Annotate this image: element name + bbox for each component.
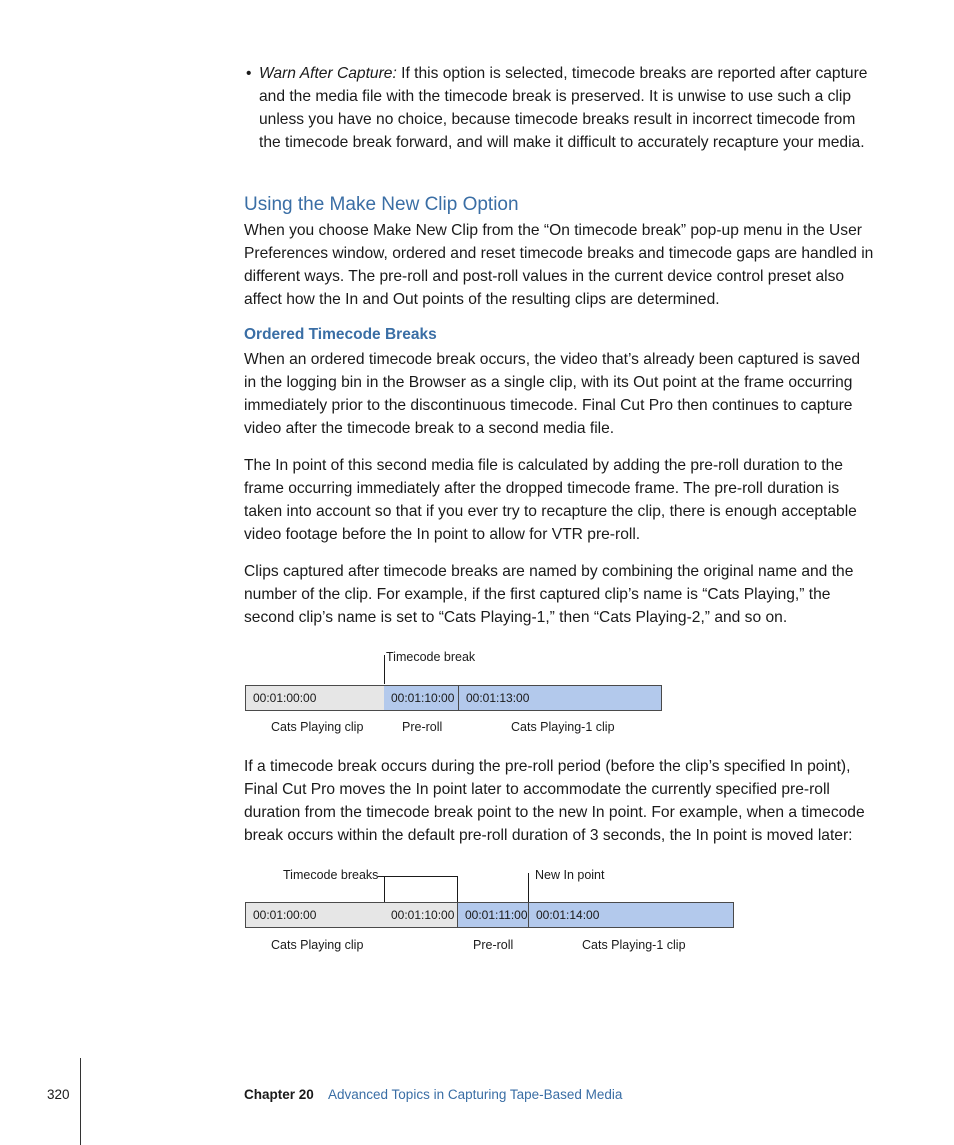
section-heading: Using the Make New Clip Option bbox=[244, 194, 519, 215]
footer-chapter-title: Advanced Topics in Capturing Tape-Based Media bbox=[328, 1087, 623, 1102]
footer-divider bbox=[80, 1058, 81, 1145]
callout-timecode-break: Timecode break bbox=[386, 650, 476, 664]
callout-bracket-left bbox=[384, 876, 385, 902]
cell-preroll: 00:01:10:00 bbox=[384, 685, 459, 711]
cell-new-clip: 00:01:14:00 bbox=[528, 902, 734, 928]
callout-new-in-line bbox=[528, 873, 529, 902]
label-cats-playing-1-clip: Cats Playing-1 clip bbox=[582, 938, 686, 952]
page-number: 320 bbox=[47, 1087, 70, 1102]
bullet-marker: • bbox=[246, 65, 252, 82]
callout-line bbox=[384, 655, 385, 684]
paragraph-1: When an ordered timecode break occurs, the video that’s already been captured is saved in the logging bin in the Browser as a single clip, with its Out point at the frame occurring immediately prior to the discontinuous timecode. Final Cut Pro then continues to capture video after the timecode break to a second media file. bbox=[244, 351, 861, 437]
label-preroll: Pre-roll bbox=[402, 720, 443, 734]
callout-bracket-top bbox=[384, 876, 458, 877]
subsection-heading: Ordered Timecode Breaks bbox=[244, 326, 437, 343]
bullet-warn-after-capture bbox=[259, 62, 877, 154]
cell-new-clip: 00:01:13:00 bbox=[458, 685, 662, 711]
cell-start: 00:01:00:00 bbox=[245, 902, 385, 928]
bullet-body: If this option is selected, timecode breaks are reported after capture and the media file with the timecode break is preserved. It is unwise to use such a clip unless you have no choice, because timecode breaks result in incorrect timecode from the timecode break forward, and will make it difficult to accurately recapture your media. bbox=[259, 65, 868, 151]
cell-preroll: 00:01:11:00 bbox=[457, 902, 529, 928]
bullet-lead: Warn After Capture: bbox=[259, 65, 397, 82]
label-cats-playing-1-clip: Cats Playing-1 clip bbox=[511, 720, 615, 734]
paragraph-2: The In point of this second media file is calculated by adding the pre-roll duration to the frame occurring immediately after the dropped timecode frame. The pre-roll duration is taken into account so that if you ever try to recapture the clip, there is enough acceptable video footage before the In point to allow for VTR pre-roll. bbox=[244, 457, 857, 543]
label-cats-playing-clip: Cats Playing clip bbox=[271, 938, 364, 952]
footer-chapter: Chapter 20 bbox=[244, 1087, 314, 1102]
callout-timecode-breaks: Timecode breaks bbox=[283, 868, 379, 882]
paragraph-4: If a timecode break occurs during the pre-roll period (before the clip’s specified In point), Final Cut Pro moves the In point later to accommodate the currently specified pre-roll duration from the timecode break point to the new In point. For example, when a timecode break occurs within the default pre-roll duration of 3 seconds, the In point is moved later: bbox=[244, 758, 865, 844]
paragraph-3: Clips captured after timecode breaks are named by combining the original name and the number of the clip. For example, if the first captured clip’s name is “Cats Playing,” the second clip’s name is set to “Cats Playing-1,” then “Cats Playing-2,” and so on. bbox=[244, 563, 854, 626]
label-preroll: Pre-roll bbox=[473, 938, 514, 952]
section-paragraph: When you choose Make New Clip from the “On timecode break” pop-up menu in the User Preferences window, ordered and reset timecode breaks and timecode gaps are handled in different ways. The pre-roll and post-roll values in the current device control preset also affect how the In and Out points of the resulting clips are determined. bbox=[244, 222, 874, 308]
callout-bracket-right bbox=[457, 876, 458, 902]
cell-start: 00:01:00:00 bbox=[245, 685, 385, 711]
cell-break: 00:01:10:00 bbox=[384, 902, 458, 928]
callout-new-in-point: New In point bbox=[535, 868, 605, 882]
label-cats-playing-clip: Cats Playing clip bbox=[271, 720, 364, 734]
